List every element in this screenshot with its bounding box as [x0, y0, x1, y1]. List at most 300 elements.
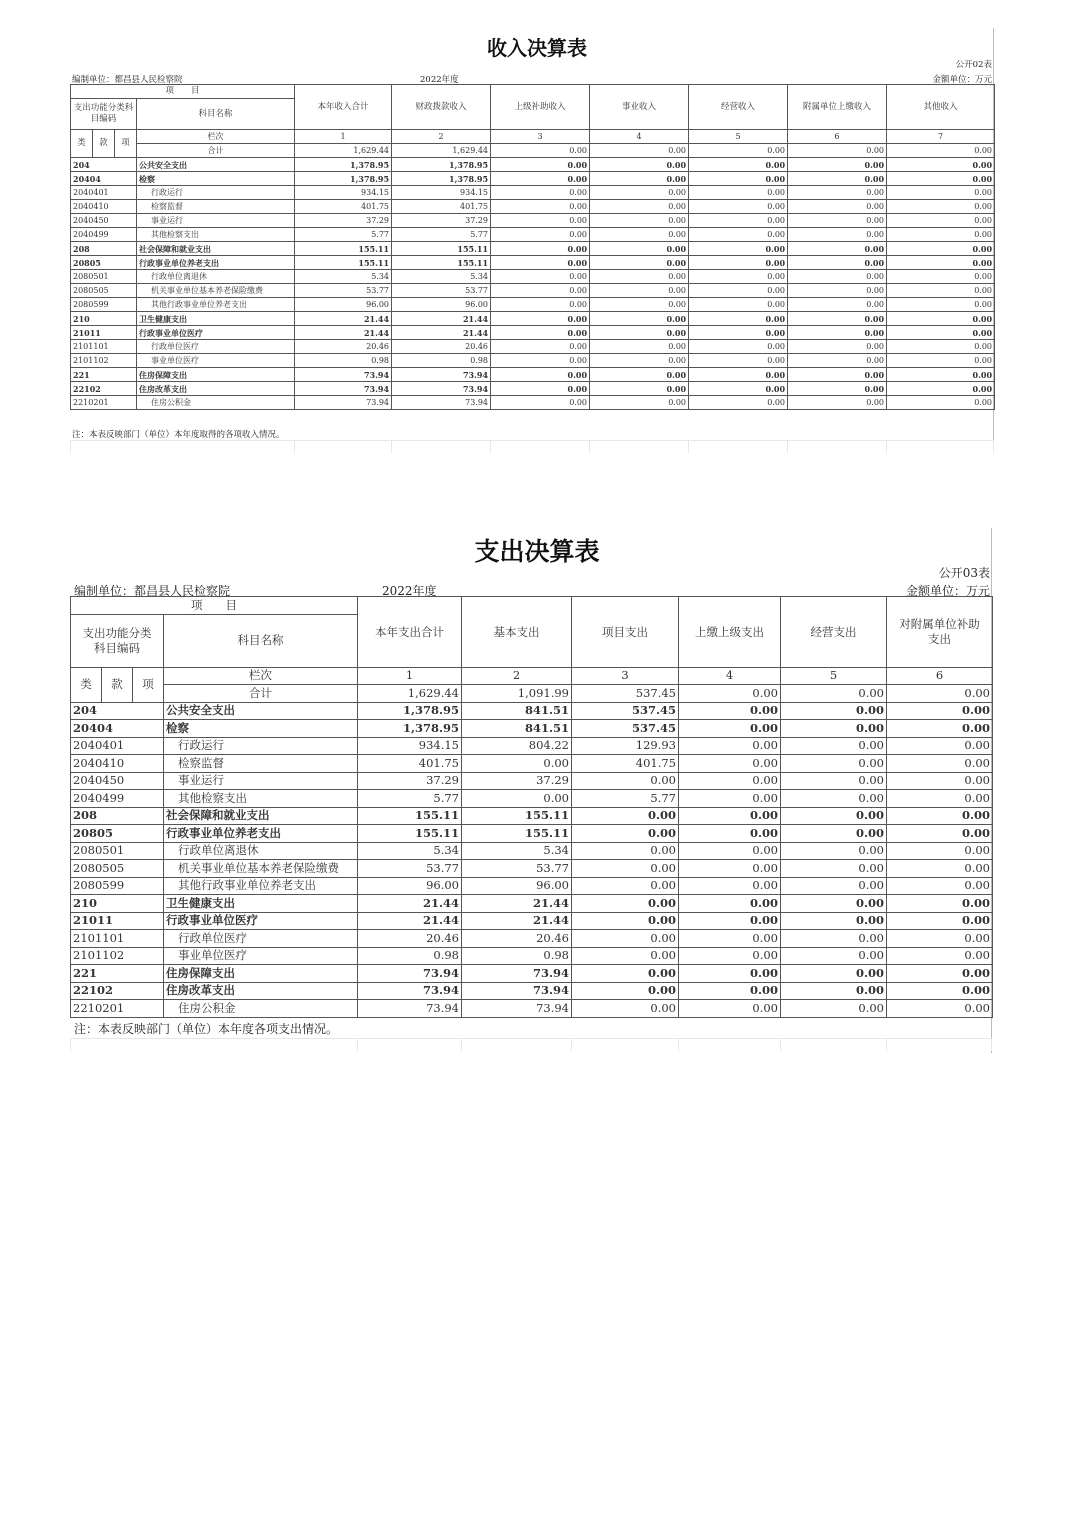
row-value: 0.00 [788, 144, 887, 158]
row-value: 0.00 [572, 982, 679, 1000]
row-value: 0.00 [887, 790, 993, 808]
row-value: 0.00 [590, 382, 689, 396]
row-value: 0.00 [491, 298, 590, 312]
row-value: 5.77 [572, 790, 679, 808]
row-value: 0.00 [679, 720, 781, 738]
row-value: 0.00 [572, 930, 679, 948]
row-value: 0.00 [590, 158, 689, 172]
row-value: 0.00 [781, 720, 887, 738]
expense-year: 2022年度 [382, 584, 437, 598]
row-value: 37.29 [462, 772, 572, 790]
row-value: 0.00 [788, 298, 887, 312]
row-value: 73.94 [462, 965, 572, 983]
expense-table-body [71, 597, 993, 1018]
expense-table [70, 596, 993, 1018]
row-value: 0.00 [887, 842, 993, 860]
expense-money-unit: 金额单位：万元 [905, 584, 990, 598]
row-value: 73.94 [462, 982, 572, 1000]
row-name: 住房公积金 [137, 396, 295, 410]
row-value: 0.00 [491, 144, 590, 158]
column-header: 其他收入 [887, 85, 995, 130]
xiang-header: 项 [133, 667, 164, 702]
row-value: 0.00 [781, 860, 887, 878]
income-year: 2022年度 [420, 75, 459, 85]
column-number: 2 [462, 667, 572, 685]
row-value: 0.00 [679, 842, 781, 860]
table-row [71, 270, 995, 284]
row-value: 0.00 [781, 825, 887, 843]
row-code: 20404 [71, 720, 164, 738]
row-name: 行政单位医疗 [164, 930, 358, 948]
row-value: 0.00 [887, 214, 995, 228]
table-row [71, 340, 995, 354]
table-row [71, 1000, 993, 1018]
row-name: 行政单位离退休 [164, 842, 358, 860]
row-value: 155.11 [462, 825, 572, 843]
row-value: 1,378.95 [295, 172, 392, 186]
row-value: 0.00 [679, 877, 781, 895]
row-value: 155.11 [358, 807, 462, 825]
row-value: 20.46 [462, 930, 572, 948]
row-value: 0.00 [788, 354, 887, 368]
income-form-number: 公开02表 [955, 60, 992, 70]
row-value: 155.11 [462, 807, 572, 825]
column-header: 对附属单位补助支出 [887, 597, 993, 668]
row-code: 20805 [71, 256, 137, 270]
row-value: 0.00 [689, 186, 788, 200]
row-value: 0.00 [781, 790, 887, 808]
row-name: 机关事业单位基本养老保险缴费 [164, 860, 358, 878]
row-value: 0.00 [788, 326, 887, 340]
row-value: 5.77 [358, 790, 462, 808]
row-value: 0.00 [689, 298, 788, 312]
row-value: 1,629.44 [392, 144, 491, 158]
row-value: 1,091.99 [462, 685, 572, 703]
row-value: 5.34 [392, 270, 491, 284]
row-value: 0.00 [572, 895, 679, 913]
table-row [71, 982, 993, 1000]
column-number: 3 [491, 130, 590, 144]
column-number: 3 [572, 667, 679, 685]
row-value: 0.00 [887, 965, 993, 983]
table-row [71, 354, 995, 368]
row-value: 0.00 [491, 396, 590, 410]
row-value: 5.34 [295, 270, 392, 284]
row-value: 0.00 [590, 228, 689, 242]
column-number: 5 [781, 667, 887, 685]
row-name: 事业运行 [164, 772, 358, 790]
row-code: 2101102 [71, 354, 137, 368]
row-value: 0.00 [788, 242, 887, 256]
row-value: 0.00 [491, 270, 590, 284]
row-value: 0.00 [689, 144, 788, 158]
row-value: 0.00 [788, 340, 887, 354]
row-value: 0.00 [887, 895, 993, 913]
column-number: 2 [392, 130, 491, 144]
row-value: 0.00 [491, 228, 590, 242]
row-value: 73.94 [295, 382, 392, 396]
row-value: 0.00 [590, 312, 689, 326]
table-row [71, 912, 993, 930]
row-value: 0.00 [887, 755, 993, 773]
column-number: 1 [295, 130, 392, 144]
row-value: 0.00 [887, 396, 995, 410]
row-value: 0.00 [572, 807, 679, 825]
row-code: 2080505 [71, 284, 137, 298]
row-value: 1,629.44 [295, 144, 392, 158]
row-value: 0.00 [590, 368, 689, 382]
column-header: 附属单位上缴收入 [788, 85, 887, 130]
row-name: 行政事业单位养老支出 [137, 256, 295, 270]
kuan-header: 款 [102, 667, 133, 702]
row-value: 0.00 [887, 298, 995, 312]
row-value: 0.00 [689, 340, 788, 354]
row-value: 0.00 [887, 685, 993, 703]
row-name: 机关事业单位基本养老保险缴费 [137, 284, 295, 298]
row-value: 0.00 [887, 284, 995, 298]
row-code: 2101102 [71, 947, 164, 965]
column-number: 6 [887, 667, 993, 685]
table-row [71, 214, 995, 228]
row-value: 0.00 [781, 947, 887, 965]
row-value: 0.00 [788, 312, 887, 326]
row-code: 210 [71, 895, 164, 913]
row-name: 检察 [164, 720, 358, 738]
column-header: 上缴上级支出 [679, 597, 781, 668]
row-name: 其他行政事业单位养老支出 [137, 298, 295, 312]
row-value: 0.00 [679, 807, 781, 825]
row-code: 208 [71, 242, 137, 256]
row-code: 2040499 [71, 790, 164, 808]
row-value: 0.00 [788, 200, 887, 214]
row-value: 0.00 [491, 256, 590, 270]
row-value: 73.94 [358, 982, 462, 1000]
row-value: 0.00 [572, 877, 679, 895]
row-value: 0.00 [788, 396, 887, 410]
row-value: 0.00 [590, 144, 689, 158]
row-name: 住房保障支出 [164, 965, 358, 983]
income-table [70, 84, 995, 410]
row-name: 社会保障和就业支出 [137, 242, 295, 256]
row-value: 0.00 [887, 737, 993, 755]
row-value: 934.15 [295, 186, 392, 200]
row-value: 0.00 [689, 270, 788, 284]
row-code: 2040450 [71, 772, 164, 790]
row-value: 0.00 [887, 877, 993, 895]
row-code: 2040450 [71, 214, 137, 228]
expense-footer-grid [70, 1038, 992, 1051]
row-name: 行政事业单位医疗 [164, 912, 358, 930]
row-value: 155.11 [392, 242, 491, 256]
row-value: 0.00 [887, 807, 993, 825]
row-name: 公共安全支出 [164, 702, 358, 720]
row-value: 1,378.95 [392, 158, 491, 172]
row-value: 0.00 [781, 702, 887, 720]
row-name: 行政单位医疗 [137, 340, 295, 354]
row-value: 0.00 [887, 270, 995, 284]
row-name: 检察监督 [164, 755, 358, 773]
row-value: 0.00 [689, 256, 788, 270]
row-code: 2080501 [71, 842, 164, 860]
row-name: 检察 [137, 172, 295, 186]
income-note: 注：本表反映部门（单位）本年度取得的各项收入情况。 [72, 430, 285, 440]
row-value: 21.44 [462, 895, 572, 913]
row-value: 0.00 [689, 312, 788, 326]
row-code: 204 [71, 158, 137, 172]
row-value: 73.94 [392, 368, 491, 382]
row-value: 0.00 [491, 214, 590, 228]
row-value: 37.29 [392, 214, 491, 228]
row-value: 0.00 [491, 172, 590, 186]
kuan-header: 款 [93, 130, 115, 158]
row-value: 0.00 [491, 284, 590, 298]
row-name: 事业单位医疗 [137, 354, 295, 368]
row-value: 0.00 [788, 256, 887, 270]
table-row [71, 702, 993, 720]
row-value: 0.00 [887, 158, 995, 172]
row-value: 0.00 [887, 256, 995, 270]
table-row [71, 186, 995, 200]
table-row [71, 825, 993, 843]
row-value: 0.00 [781, 807, 887, 825]
row-value: 0.00 [590, 186, 689, 200]
row-value: 934.15 [358, 737, 462, 755]
table-row [71, 144, 995, 158]
row-value: 0.00 [689, 158, 788, 172]
row-value: 21.44 [392, 312, 491, 326]
row-code: 22102 [71, 982, 164, 1000]
row-value: 0.00 [781, 877, 887, 895]
row-value: 401.75 [572, 755, 679, 773]
row-value: 21.44 [295, 326, 392, 340]
row-value: 0.98 [462, 947, 572, 965]
column-header: 经营收入 [689, 85, 788, 130]
row-value: 0.00 [572, 947, 679, 965]
row-code: 221 [71, 965, 164, 983]
item-header: 项 目 [71, 597, 358, 615]
row-code: 2101101 [71, 930, 164, 948]
row-value: 0.00 [887, 326, 995, 340]
row-code: 21011 [71, 326, 137, 340]
column-header: 本年支出合计 [358, 597, 462, 668]
row-value: 401.75 [358, 755, 462, 773]
code-header: 支出功能分类科目编码 [71, 614, 164, 667]
lanci-label: 栏次 [137, 130, 295, 144]
row-value: 0.00 [781, 737, 887, 755]
row-value: 0.00 [781, 842, 887, 860]
row-code: 2040410 [71, 755, 164, 773]
item-header: 项 目 [71, 85, 295, 99]
row-value: 0.00 [781, 965, 887, 983]
row-code: 20404 [71, 172, 137, 186]
row-value: 0.00 [788, 382, 887, 396]
row-value: 96.00 [358, 877, 462, 895]
row-value: 0.00 [679, 965, 781, 983]
row-name: 合计 [164, 685, 358, 703]
table-row [71, 298, 995, 312]
column-header: 事业收入 [590, 85, 689, 130]
row-value: 804.22 [462, 737, 572, 755]
row-value: 0.00 [887, 382, 995, 396]
row-value: 1,378.95 [358, 702, 462, 720]
row-name: 事业运行 [137, 214, 295, 228]
row-value: 0.00 [887, 368, 995, 382]
row-value: 0.00 [887, 172, 995, 186]
table-row [71, 242, 995, 256]
row-value: 21.44 [462, 912, 572, 930]
row-name: 行政单位离退休 [137, 270, 295, 284]
row-value: 96.00 [462, 877, 572, 895]
row-value: 21.44 [392, 326, 491, 340]
expense-unit: 编制单位：都昌县人民检察院 [74, 584, 231, 598]
table-row [71, 382, 995, 396]
column-header: 项目支出 [572, 597, 679, 668]
row-value: 0.00 [491, 340, 590, 354]
lei-header: 类 [71, 130, 93, 158]
row-value: 21.44 [295, 312, 392, 326]
row-value: 37.29 [358, 772, 462, 790]
row-value: 0.00 [689, 382, 788, 396]
row-value: 0.00 [887, 144, 995, 158]
row-name: 检察监督 [137, 200, 295, 214]
row-value: 0.00 [572, 842, 679, 860]
row-code: 208 [71, 807, 164, 825]
expense-note: 注：本表反映部门（单位）本年度各项支出情况。 [74, 1022, 339, 1036]
row-value: 0.00 [590, 284, 689, 298]
row-code: 221 [71, 368, 137, 382]
row-value: 5.34 [358, 842, 462, 860]
row-code: 2040410 [71, 200, 137, 214]
row-value: 20.46 [358, 930, 462, 948]
row-value: 0.00 [590, 242, 689, 256]
row-value: 0.00 [887, 912, 993, 930]
row-value: 0.00 [590, 396, 689, 410]
table-row [71, 807, 993, 825]
column-number: 4 [679, 667, 781, 685]
row-value: 96.00 [295, 298, 392, 312]
row-value: 53.77 [358, 860, 462, 878]
code-header: 支出功能分类科目编码 [71, 99, 137, 130]
row-value: 96.00 [392, 298, 491, 312]
row-value: 0.00 [689, 284, 788, 298]
income-table-body [71, 85, 995, 410]
income-footer-grid [70, 440, 994, 453]
row-value: 37.29 [295, 214, 392, 228]
row-value: 0.00 [887, 200, 995, 214]
row-value: 73.94 [295, 368, 392, 382]
row-value: 0.00 [788, 228, 887, 242]
row-value: 0.00 [887, 947, 993, 965]
row-value: 934.15 [392, 186, 491, 200]
expense-title: 支出决算表 [474, 537, 600, 566]
table-row [71, 312, 995, 326]
row-value: 0.00 [887, 228, 995, 242]
name-header: 科目名称 [164, 614, 358, 667]
row-name: 合计 [137, 144, 295, 158]
row-value: 0.00 [491, 312, 590, 326]
row-value: 0.00 [572, 1000, 679, 1018]
row-code: 210 [71, 312, 137, 326]
row-value: 0.98 [392, 354, 491, 368]
row-code: 21011 [71, 912, 164, 930]
row-value: 0.00 [689, 354, 788, 368]
row-value: 1,629.44 [358, 685, 462, 703]
row-value: 0.00 [572, 825, 679, 843]
xiang-header: 项 [115, 130, 137, 158]
row-name: 住房改革支出 [137, 382, 295, 396]
row-code: 2101101 [71, 340, 137, 354]
row-value: 0.00 [679, 685, 781, 703]
row-value: 0.00 [590, 214, 689, 228]
row-value: 1,378.95 [392, 172, 491, 186]
row-value: 841.51 [462, 702, 572, 720]
row-value: 0.00 [462, 755, 572, 773]
row-value: 0.00 [781, 912, 887, 930]
row-value: 401.75 [295, 200, 392, 214]
row-value: 53.77 [392, 284, 491, 298]
row-value: 0.00 [679, 912, 781, 930]
row-value: 0.00 [572, 860, 679, 878]
row-value: 0.00 [679, 982, 781, 1000]
column-header: 本年收入合计 [295, 85, 392, 130]
row-code: 2040401 [71, 186, 137, 200]
row-value: 0.00 [887, 312, 995, 326]
row-value: 0.00 [689, 214, 788, 228]
row-value: 1,378.95 [358, 720, 462, 738]
row-name: 住房改革支出 [164, 982, 358, 1000]
row-value: 155.11 [358, 825, 462, 843]
row-value: 5.77 [295, 228, 392, 242]
row-value: 0.00 [679, 860, 781, 878]
row-value: 0.00 [788, 368, 887, 382]
row-value: 0.00 [689, 396, 788, 410]
income-sheet [0, 0, 1074, 470]
lanci-label: 栏次 [164, 667, 358, 685]
row-value: 0.00 [788, 158, 887, 172]
row-value: 20.46 [295, 340, 392, 354]
table-row [71, 228, 995, 242]
row-value: 0.98 [295, 354, 392, 368]
row-value: 0.00 [491, 326, 590, 340]
row-value: 0.00 [781, 982, 887, 1000]
table-row [71, 842, 993, 860]
table-row [71, 877, 993, 895]
income-title: 收入决算表 [487, 36, 587, 60]
row-value: 0.00 [590, 340, 689, 354]
row-value: 0.00 [679, 930, 781, 948]
row-value: 0.00 [679, 947, 781, 965]
table-row [71, 965, 993, 983]
row-value: 0.00 [679, 737, 781, 755]
column-header: 上级补助收入 [491, 85, 590, 130]
column-number: 1 [358, 667, 462, 685]
row-name: 行政事业单位养老支出 [164, 825, 358, 843]
row-value: 0.00 [572, 772, 679, 790]
row-value: 0.00 [491, 200, 590, 214]
column-header: 财政拨款收入 [392, 85, 491, 130]
row-value: 0.00 [572, 912, 679, 930]
row-value: 0.00 [887, 772, 993, 790]
row-code: 204 [71, 702, 164, 720]
row-value: 0.00 [679, 755, 781, 773]
row-value: 0.00 [887, 930, 993, 948]
row-value: 0.00 [689, 242, 788, 256]
column-number: 6 [788, 130, 887, 144]
row-value: 73.94 [462, 1000, 572, 1018]
table-row [71, 755, 993, 773]
row-code: 2080599 [71, 298, 137, 312]
table-row [71, 396, 995, 410]
